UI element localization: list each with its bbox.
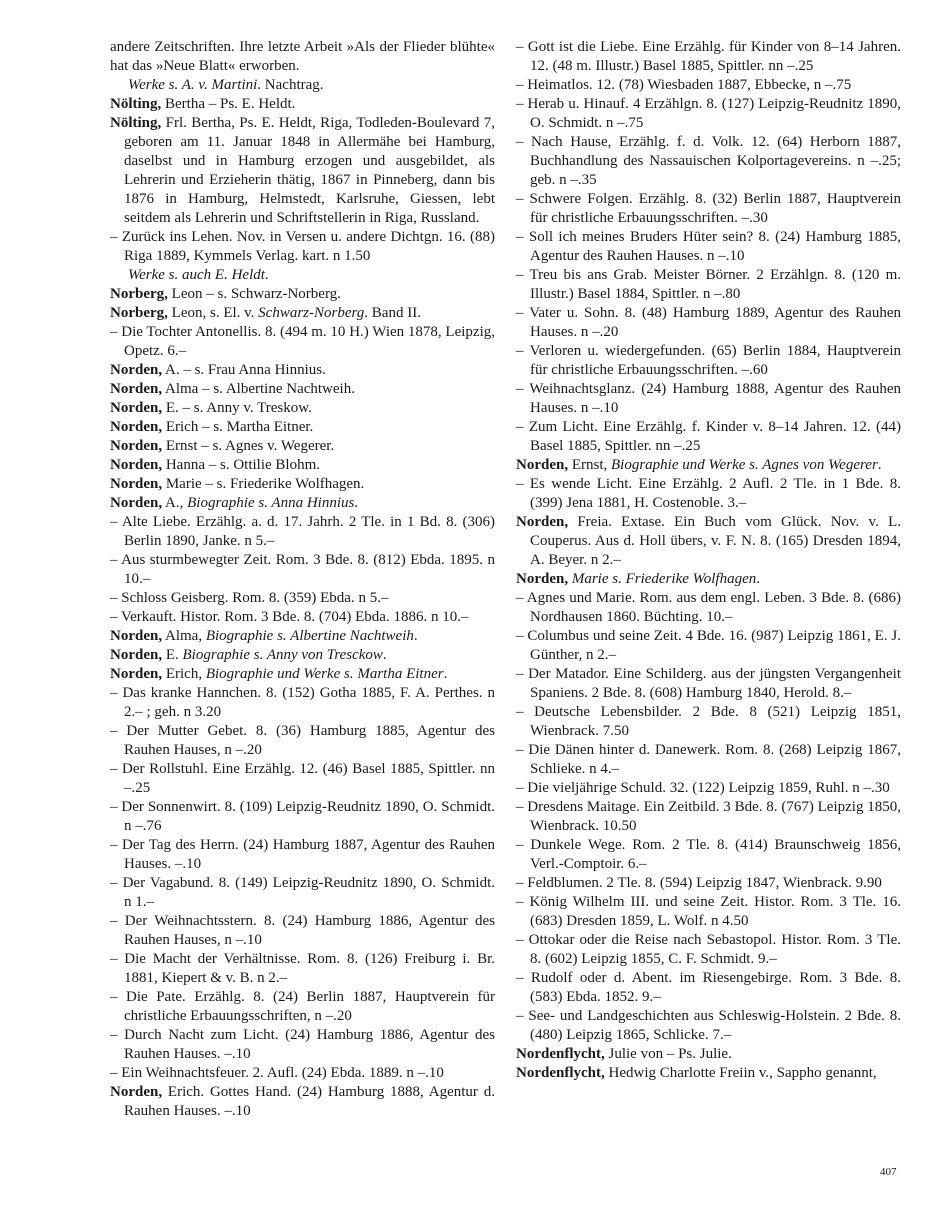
entry-text: Erich. Gottes Hand. (24) Hamburg 1888, Agentur d. Rauhen Hauses. –.10	[124, 1084, 495, 1119]
bibliography-entry	[110, 228, 495, 266]
entry-keyword: Norden,	[110, 628, 163, 644]
bibliography-entry	[516, 779, 901, 798]
entry-text-tail: . Band II.	[364, 305, 421, 321]
entry-text: A. – s. Frau Anna Hinnius.	[162, 362, 326, 378]
entry-text: Ernst,	[568, 457, 612, 473]
bibliography-entry	[110, 475, 495, 494]
bibliography-entry	[110, 1026, 495, 1064]
entry-text: – Nach Hause, Erzählg. f. d. Volk. 12. (64) Herborn 1887, Buchhandlung des Nassauischen Kolportagevereins. n –.25; geb. n –.35	[516, 134, 901, 188]
entry-keyword: Norden,	[110, 457, 163, 473]
bibliography-entry	[110, 1064, 495, 1083]
entry-text: – Durch Nacht zum Licht. (24) Hamburg 1886, Agentur des Rauhen Hauses. –.10	[110, 1027, 495, 1062]
entry-text-tail: .	[413, 628, 418, 644]
entry-keyword: Norberg,	[110, 305, 168, 321]
bibliography-entry	[110, 418, 495, 437]
entry-keyword: Norden,	[110, 1084, 163, 1100]
entry-italic-text: Biographie s. Albertine Nachtweih	[205, 628, 414, 644]
bibliography-entry	[516, 703, 901, 741]
entry-keyword: Norden,	[110, 495, 163, 511]
entry-keyword: Norden,	[110, 438, 163, 454]
bibliography-entry	[516, 1007, 901, 1045]
bibliography-entry	[516, 95, 901, 133]
entry-italic-text: Schwarz-Norberg	[258, 305, 365, 321]
bibliography-entry	[110, 722, 495, 760]
entry-keyword: Norden,	[516, 514, 569, 530]
bibliography-entry	[110, 836, 495, 874]
bibliography-entry	[516, 1045, 901, 1064]
bibliography-entry	[110, 874, 495, 912]
bibliography-entry	[110, 456, 495, 475]
bibliography-entry	[516, 665, 901, 703]
entry-text: – Die Tochter Antonellis. 8. (494 m. 10 H.) Wien 1878, Leipzig, Opetz. 6.–	[110, 324, 495, 359]
bibliography-entry	[516, 931, 901, 969]
bibliography-entry	[516, 190, 901, 228]
entry-text: – Heimatlos. 12. (78) Wiesbaden 1887, Ebbecke, n –.75	[516, 77, 852, 93]
bibliography-entry	[516, 570, 901, 589]
bibliography-entry	[516, 836, 901, 874]
entry-italic-text: Marie s. Friederike Wolfhagen	[571, 571, 757, 587]
entry-text: – Der Rollstuhl. Eine Erzählg. 12. (46) Basel 1885, Spittler. nn –.25	[110, 761, 495, 796]
entry-text: Alma – s. Albertine Nachtweih.	[162, 381, 355, 397]
entry-text: – See- und Landgeschichten aus Schleswig-Holstein. 2 Bde. 8. (480) Leipzig 1865, Schlicke. 7.–	[516, 1008, 901, 1043]
bibliography-entry	[516, 475, 901, 513]
entry-text: – Deutsche Lebensbilder. 2 Bde. 8 (521) Leipzig 1851, Wienbrack. 7.50	[516, 704, 901, 739]
bibliography-entry	[110, 627, 495, 646]
entry-text: – Der Tag des Herrn. (24) Hamburg 1887, Agentur des Rauhen Hauses. –.10	[110, 837, 495, 872]
entry-italic-text: Biographie und Werke s. Martha Eitner	[205, 666, 444, 682]
bibliography-entry	[110, 95, 495, 114]
entry-text-tail: .	[877, 457, 882, 473]
entry-text: – Ottokar oder die Reise nach Sebastopol. Histor. Rom. 3 Tle. 8. (602) Leipzig 1855, C. F. Schmidt. 9.–	[516, 932, 901, 967]
entry-italic-text: Werke s. auch E. Heldt	[128, 267, 265, 283]
entry-keyword: Nölting,	[110, 115, 162, 131]
entry-keyword: Norden,	[110, 400, 163, 416]
bibliography-entry	[516, 969, 901, 1007]
bibliography-entry	[110, 912, 495, 950]
bibliography-entry	[110, 950, 495, 988]
entry-text-tail: .	[382, 647, 387, 663]
entry-text: .	[264, 267, 269, 283]
entry-keyword: Norden,	[110, 362, 163, 378]
entry-text: Leon, s. El. v.	[167, 305, 259, 321]
entry-text: – Der Weihnachtsstern. 8. (24) Hamburg 1886, Agentur des Rauhen Hauses, n –.10	[110, 913, 495, 948]
bibliography-entry	[516, 893, 901, 931]
right-column	[516, 38, 901, 1083]
entry-text-tail: .	[354, 495, 359, 511]
entry-italic-text: Werke s. A. v. Martini	[128, 77, 258, 93]
entry-text: . Nachtrag.	[257, 77, 324, 93]
entry-text: – Die Macht der Verhältnisse. Rom. 8. (126) Freiburg i. Br. 1881, Kiepert & v. B. n 2.–	[110, 951, 495, 986]
entry-text: E. – s. Anny v. Treskow.	[162, 400, 312, 416]
bibliography-entry	[110, 437, 495, 456]
entry-text: – Alte Liebe. Erzählg. a. d. 17. Jahrh. 2 Tle. in 1 Bd. 8. (306) Berlin 1890, Janke. n 5.–	[110, 514, 495, 549]
entry-text: andere Zeitschriften. Ihre letzte Arbeit »Als der Flieder blühte« hat das »Neue Blatt« erworben.	[110, 39, 495, 74]
entry-text: Frl. Bertha, Ps. E. Heldt, Riga, Todleden-Boulevard 7, geboren am 11. Januar 1848 in Allermähe bei Hamburg, daselbst und in Hamburg erzogen und ausgebildet, als Lehrerin und Erzieherin thätig, 1867 in Pinneberg, dann bis 1876 in Hamburg, Helmstedt, Karlsruhe, Giessen, lebt seitdem als Lehrerin und Schriftstellerin in Riga, Russland.	[124, 115, 495, 226]
entry-text: – Treu bis ans Grab. Meister Börner. 2 Erzählgn. 8. (120 m. Illustr.) Basel 1884, Spittler. n –.80	[516, 267, 901, 302]
entry-text: – Dresdens Maitage. Ein Zeitbild. 3 Bde. 8. (767) Leipzig 1850, Wienbrack. 10.50	[516, 799, 901, 834]
bibliography-entry	[110, 665, 495, 684]
bibliography-entry	[110, 323, 495, 361]
left-column	[110, 38, 495, 1121]
entry-text: – Agnes und Marie. Rom. aus dem engl. Leben. 3 Bde. 8. (686) Nordhausen 1860. Büchting. 10.–	[516, 590, 901, 625]
entry-text: Leon – s. Schwarz-Norberg.	[167, 286, 341, 302]
bibliography-entry	[110, 1083, 495, 1121]
bibliography-entry	[516, 380, 901, 418]
bibliography-entry	[110, 304, 495, 323]
entry-text: Ernst – s. Agnes v. Wegerer.	[162, 438, 335, 454]
bibliography-entry	[110, 285, 495, 304]
entry-text: – Verkauft. Histor. Rom. 3 Bde. 8. (704) Ebda. 1886. n 10.–	[110, 609, 469, 625]
bibliography-entry	[110, 399, 495, 418]
entry-text: Bertha – Ps. E. Heldt.	[161, 96, 296, 112]
bibliography-entry	[516, 1064, 901, 1083]
bibliography-entry	[110, 114, 495, 228]
entry-keyword: Norden,	[110, 666, 163, 682]
entry-text-tail: .	[756, 571, 761, 587]
bibliography-entry	[516, 342, 901, 380]
entry-text: – Herab u. Hinauf. 4 Erzählgn. 8. (127) Leipzig-Reudnitz 1890, O. Schmidt. n –.75	[516, 96, 901, 131]
bibliography-entry	[110, 608, 495, 627]
bibliography-entry	[516, 133, 901, 190]
bibliography-entry	[516, 38, 901, 76]
bibliography-entry	[110, 551, 495, 589]
entry-text: Erich,	[162, 666, 206, 682]
entry-text: – Der Matador. Eine Schilderg. aus der jüngsten Vergangenheit Spaniens. 2 Bde. 8. (608) Hamburg 1840, Herold. 8.–	[516, 666, 901, 701]
entry-text: Hedwig Charlotte Freiin v., Sappho genannt,	[604, 1065, 877, 1081]
bibliography-entry	[110, 494, 495, 513]
entry-keyword: Nordenflycht,	[516, 1046, 605, 1062]
bibliography-entry	[110, 684, 495, 722]
bibliography-entry	[110, 646, 495, 665]
entry-text: A.,	[162, 495, 188, 511]
entry-text: Hanna – s. Ottilie Blohm.	[162, 457, 320, 473]
bibliography-entry	[516, 304, 901, 342]
entry-text: – Zum Licht. Eine Erzählg. f. Kinder v. 8–14 Jahren. 12. (44) Basel 1885, Spittler. nn –.25	[516, 419, 901, 454]
entry-text: – Zurück ins Lehen. Nov. in Versen u. andere Dichtgn. 16. (88) Riga 1889, Kymmels Verlag. kart. n 1.50	[110, 229, 495, 264]
bibliography-entry	[110, 380, 495, 399]
entry-text: Julie von – Ps. Julie.	[604, 1046, 732, 1062]
entry-keyword: Norden,	[110, 381, 163, 397]
bibliography-entry	[516, 513, 901, 570]
bibliography-entry	[516, 589, 901, 627]
entry-text: – Feldblumen. 2 Tle. 8. (594) Leipzig 1847, Wienbrack. 9.90	[516, 875, 882, 891]
entry-text: – Schwere Folgen. Erzählg. 8. (32) Berlin 1887, Hauptverein für christliche Erbauungsschriften. –.30	[516, 191, 901, 226]
entry-italic-text: Biographie s. Anna Hinnius	[187, 495, 355, 511]
bibliography-entry	[110, 266, 495, 285]
entry-keyword: Norberg,	[110, 286, 168, 302]
entry-text: – Rudolf oder d. Abent. im Riesengebirge. Rom. 3 Bde. 8. (583) Ebda. 1852. 9.–	[516, 970, 901, 1005]
bibliography-entry	[516, 76, 901, 95]
bibliography-entry	[516, 228, 901, 266]
entry-text: Erich – s. Martha Eitner.	[162, 419, 314, 435]
entry-text: – König Wilhelm III. und seine Zeit. Histor. Rom. 3 Tle. 16. (683) Dresden 1859, L. Wolf. n 4.50	[516, 894, 901, 929]
entry-text: Marie – s. Friederike Wolfhagen.	[162, 476, 365, 492]
entry-text: – Der Vagabund. 8. (149) Leipzig-Reudnitz 1890, O. Schmidt. n 1.–	[110, 875, 495, 910]
page-number: 407	[880, 1166, 897, 1178]
bibliography-entry	[110, 38, 495, 76]
entry-italic-text: Biographie und Werke s. Agnes von Wegerer	[611, 457, 878, 473]
entry-text-tail: .	[443, 666, 448, 682]
entry-text: – Der Sonnenwirt. 8. (109) Leipzig-Reudnitz 1890, O. Schmidt. n –.76	[110, 799, 495, 834]
entry-text: Freia. Extase. Ein Buch vom Glück. Nov. v. L. Couperus. Aus d. Holl übers, v. F. N. 8. (165) Dresden 1894, A. Beyer. n 2.–	[530, 514, 901, 568]
entry-keyword: Norden,	[110, 476, 163, 492]
entry-text: – Die Pate. Erzählg. 8. (24) Berlin 1887, Hauptverein für christliche Erbauungsschriften, n –.20	[110, 989, 495, 1024]
bibliography-entry	[516, 798, 901, 836]
entry-keyword: Nordenflycht,	[516, 1065, 605, 1081]
entry-italic-text: Biographie s. Anny von Tresckow	[182, 647, 383, 663]
bibliography-entry	[110, 76, 495, 95]
bibliography-entry	[516, 627, 901, 665]
entry-text: – Es wende Licht. Eine Erzählg. 2 Aufl. 2 Tle. in 1 Bde. 8. (399) Jena 1881, H. Costenoble. 3.–	[516, 476, 901, 511]
entry-text: E.	[162, 647, 183, 663]
entry-text: – Das kranke Hannchen. 8. (152) Gotha 1885, F. A. Perthes. n 2.– ; geh. n 3.20	[110, 685, 495, 720]
entry-text: – Gott ist die Liebe. Eine Erzählg. für Kinder von 8–14 Jahren. 12. (48 m. Illustr.) Basel 1885, Spittler. nn –.25	[516, 39, 901, 74]
entry-text: – Columbus und seine Zeit. 4 Bde. 16. (987) Leipzig 1861, E. J. Günther, n 2.–	[516, 628, 901, 663]
bibliography-entry	[110, 798, 495, 836]
bibliography-entry	[516, 741, 901, 779]
bibliography-entry	[110, 988, 495, 1026]
entry-keyword: Norden,	[110, 647, 163, 663]
entry-keyword: Norden,	[516, 571, 569, 587]
entry-keyword: Norden,	[516, 457, 569, 473]
entry-text: – Verloren u. wiedergefunden. (65) Berlin 1884, Hauptverein für christliche Erbauungsschriften. –.60	[516, 343, 901, 378]
entry-keyword: Norden,	[110, 419, 163, 435]
entry-keyword: Nölting,	[110, 96, 162, 112]
entry-text: – Vater u. Sohn. 8. (48) Hamburg 1889, Agentur des Rauhen Hauses. n –.20	[516, 305, 901, 340]
bibliography-entry	[516, 874, 901, 893]
entry-text: – Die Dänen hinter d. Danewerk. Rom. 8. (268) Leipzig 1867, Schlieke. n 4.–	[516, 742, 901, 777]
entry-text: Alma,	[162, 628, 206, 644]
bibliography-entry	[110, 589, 495, 608]
entry-text: – Schloss Geisberg. Rom. 8. (359) Ebda. n 5.–	[110, 590, 389, 606]
bibliography-entry	[516, 456, 901, 475]
entry-text: – Ein Weihnachtsfeuer. 2. Aufl. (24) Ebda. 1889. n –.10	[110, 1065, 444, 1081]
entry-text: – Soll ich meines Bruders Hüter sein? 8. (24) Hamburg 1885, Agentur des Rauhen Hauses. n –.10	[516, 229, 901, 264]
entry-text: – Aus sturmbewegter Zeit. Rom. 3 Bde. 8. (812) Ebda. 1895. n 10.–	[110, 552, 495, 587]
entry-text: – Dunkele Wege. Rom. 2 Tle. 8. (414) Braunschweig 1856, Verl.-Comptoir. 6.–	[516, 837, 901, 872]
entry-text: – Der Mutter Gebet. 8. (36) Hamburg 1885, Agentur des Rauhen Hauses, n –.20	[110, 723, 495, 758]
entry-text: – Weihnachtsglanz. (24) Hamburg 1888, Agentur des Rauhen Hauses. n –.10	[516, 381, 901, 416]
bibliography-entry	[516, 418, 901, 456]
bibliography-entry	[110, 361, 495, 380]
entry-text: – Die vieljährige Schuld. 32. (122) Leipzig 1859, Ruhl. n –.30	[516, 780, 890, 796]
bibliography-entry	[110, 513, 495, 551]
bibliography-entry	[516, 266, 901, 304]
bibliography-entry	[110, 760, 495, 798]
